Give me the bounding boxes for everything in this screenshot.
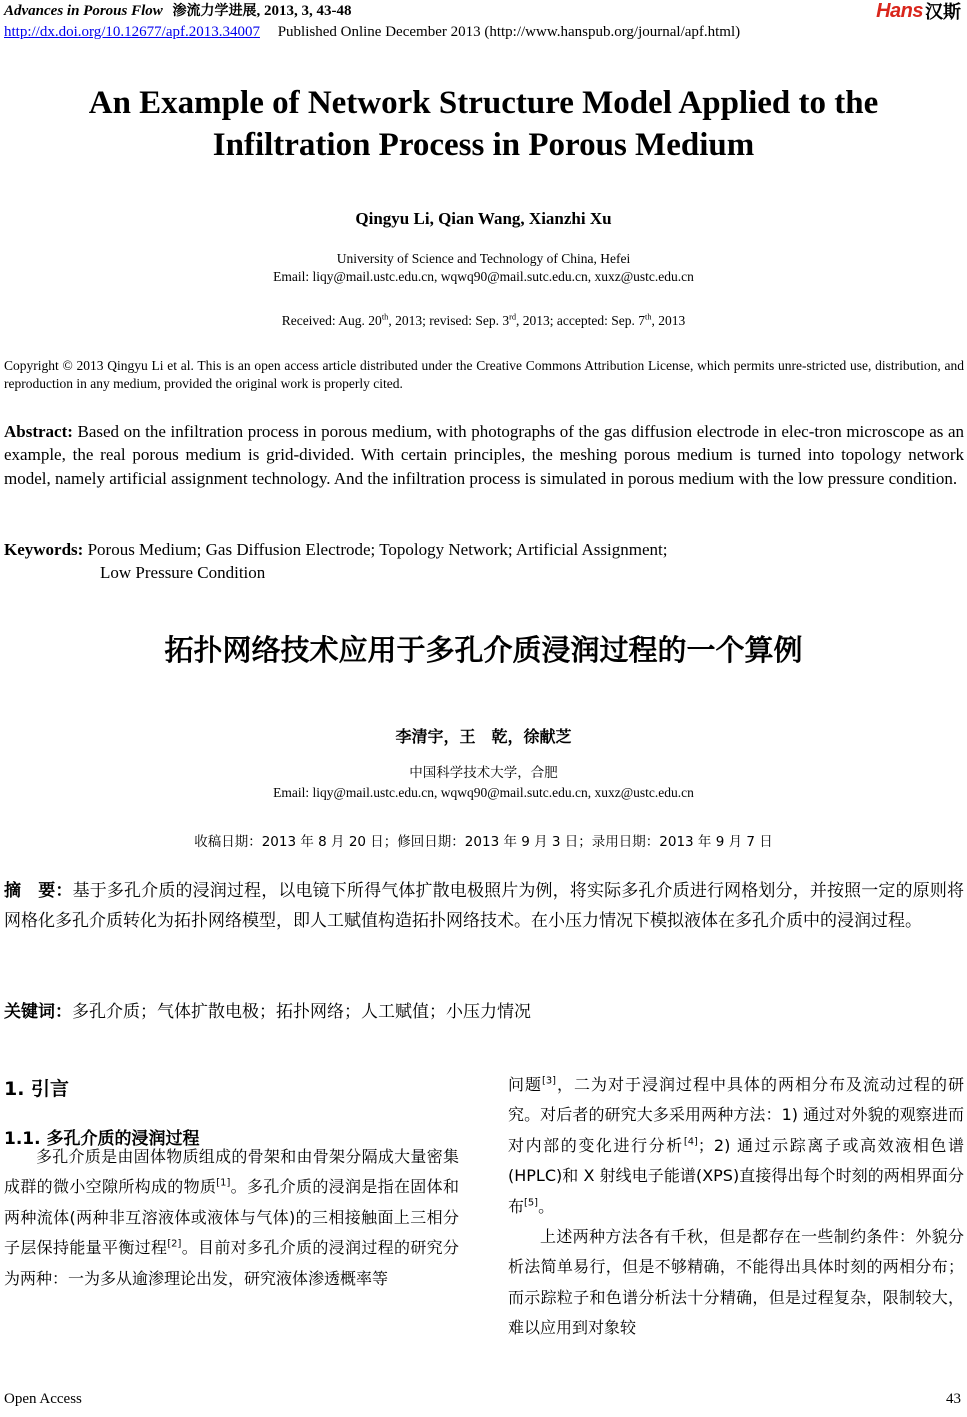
paper-title xyxy=(20,82,947,166)
volume-info: , 2013, 3, 43-48 xyxy=(256,3,352,19)
accepted-sup: th xyxy=(645,312,652,322)
left-column xyxy=(4,1142,459,1294)
ref-3[interactable]: [3] xyxy=(542,1075,557,1087)
journal-name: Advances in Porous Flow xyxy=(4,3,163,19)
received-sup: th xyxy=(381,312,389,322)
affiliation: University of Science and Technology of China, Hefei xyxy=(336,251,631,266)
affiliation-block xyxy=(0,250,967,286)
published-online: Published Online December 2013 (http://www.hanspub.org/journal/apf.html) xyxy=(277,24,741,40)
revised-date: , 2013; revised: Sep. 3 xyxy=(388,313,510,328)
doi-line xyxy=(4,24,740,41)
cn-abstract-text: 基于多孔介质的浸润过程，以电镜下所得气体扩散电极照片为例，将实际多孔介质进行网格划分，并按照一定的原则将网格化多孔介质转化为拓扑网络模型，即人工赋值构造拓扑网络技术。在小压力情况下模拟液体在多孔介质中的浸润过程。 xyxy=(4,881,965,931)
publisher-logo xyxy=(876,0,961,22)
logo-cn: 汉斯 xyxy=(925,2,961,23)
section-heading-1: 1. 引言 xyxy=(4,1078,70,1100)
cn-affiliation-block xyxy=(0,764,967,802)
cn-keywords xyxy=(4,997,964,1022)
cn-title: 拓扑网络技术应用于多孔介质浸润过程的一个算例 xyxy=(164,633,803,667)
page-number: 43 xyxy=(946,1391,961,1407)
doi-link[interactable]: http://dx.doi.org/10.12677/apf.2013.34007 xyxy=(4,24,260,40)
left-text-3: 。目前对多孔介质的浸润过程的研究分为两种：一为多从逾渗理论出发，研究液体渗透概率等 xyxy=(4,1238,459,1288)
right-column xyxy=(508,1070,964,1344)
accepted-date: , 2013; accepted: Sep. 7 xyxy=(516,313,646,328)
left-paragraph xyxy=(4,1142,459,1294)
cn-email: Email: liqy@mail.ustc.edu.cn, wqwq90@mail.sutc.edu.cn, xuxz@ustc.edu.cn xyxy=(273,785,694,800)
title-line-1: An Example of Network Structure Model Applied to the xyxy=(88,85,879,121)
keywords xyxy=(4,538,964,585)
cn-dates: 收稿日期：2013 年 8 月 20 日；修回日期：2013 年 9 月 3 日；录用日期：2013 年 9 月 7 日 xyxy=(194,834,773,850)
right-text-2: ，二为对于浸润过程中具体的两相分布及流动过程的研究。对后者的研究大多采用两种方法：1) 通过对外貌的观察进而对内部的变化进行分析 xyxy=(508,1075,964,1155)
journal-name-cn: 渗流力学进展 xyxy=(172,3,257,19)
ref-5[interactable]: [5] xyxy=(524,1197,539,1209)
right-text-1: 问题 xyxy=(508,1075,542,1094)
authors: Qingyu Li, Qian Wang, Xianzhi Xu xyxy=(355,209,612,228)
right-text-4: 。 xyxy=(538,1196,555,1216)
copyright-notice: Copyright © 2013 Qingyu Li et al. This is an open access article distributed under the Creative Commons Attribution License, which permits unre-stricted use, distribution, and reproduction in any medium, provided the original work is properly cited. xyxy=(4,358,964,391)
revised-sup: rd xyxy=(509,312,517,322)
section-heading-1-1: 1.1. 多孔介质的浸润过程 xyxy=(4,1129,200,1149)
left-text-2: 。多孔介质的浸润是指在固体和两种流体(两种非互溶液体或液体与气体)的三相接触面上三相分子层保持能量平衡过程 xyxy=(4,1177,459,1258)
cn-abstract xyxy=(4,876,964,936)
keywords-line-1: Porous Medium; Gas Diffusion Electrode; Topology Network; Artificial Assignment; xyxy=(83,540,668,559)
journal-header xyxy=(4,0,352,20)
keywords-line-2: Low Pressure Condition xyxy=(100,563,266,583)
title-line-2: Infiltration Process in Porous Medium xyxy=(212,127,755,163)
logo-hans: Hans xyxy=(876,0,923,22)
abstract xyxy=(4,420,964,490)
abstract-label: Abstract: xyxy=(4,422,73,441)
cn-abstract-label: 摘 要： xyxy=(4,881,73,901)
dates-line xyxy=(0,313,967,329)
right-text-3: ；2) 通过示踪离子或高效液相色谱(HPLC)和 X 射线电子能谱(XPS)直接得出每个时刻的两相界面分布 xyxy=(508,1135,964,1216)
ref-1[interactable]: [1] xyxy=(216,1178,231,1190)
footer-open-access: Open Access xyxy=(4,1391,82,1407)
left-text-1: 多孔介质是由固体物质组成的骨架和由骨架分隔成大量密集成群的微小空隙所构成的物质 xyxy=(4,1147,459,1197)
cn-affiliation: 中国科学技术大学，合肥 xyxy=(409,765,558,781)
ref-4[interactable]: [4] xyxy=(683,1136,698,1148)
abstract-text: Based on the infiltration process in porous medium, with photographs of the gas diffusion electrode in elec-tron microscope as an example, the real porous medium is grid-divided. With certain principles, the meshing porous medium is turned into topology network model, namely artificial assignment technology. And the infiltration process is simulated in porous medium with the low pressure condition. xyxy=(4,422,964,488)
cn-keywords-text: 多孔介质；气体扩散电极；拓扑网络；人工赋值；小压力情况 xyxy=(72,1002,531,1022)
right-paragraph-2: 上述两种方法各有千秋，但是都存在一些制约条件：外貌分析法简单易行，但是不够精确，不能得出具体时刻的两相分布；而示踪粒子和色谱分析法十分精确，但是过程复杂，限制较大，难以应用到对象较 xyxy=(508,1227,964,1338)
ref-2[interactable]: [2] xyxy=(167,1238,182,1250)
keywords-label: Keywords: xyxy=(4,540,84,559)
cn-keywords-label: 关键词： xyxy=(4,1002,72,1022)
right-paragraph-1 xyxy=(508,1070,964,1222)
cn-authors: 李清宇，王 乾，徐献芝 xyxy=(395,727,572,746)
email: Email: liqy@mail.ustc.edu.cn, wqwq90@mail.sutc.edu.cn, xuxz@ustc.edu.cn xyxy=(273,269,694,284)
received-date: Received: Aug. 20 xyxy=(281,313,382,328)
dates-end: , 2013 xyxy=(651,313,686,328)
